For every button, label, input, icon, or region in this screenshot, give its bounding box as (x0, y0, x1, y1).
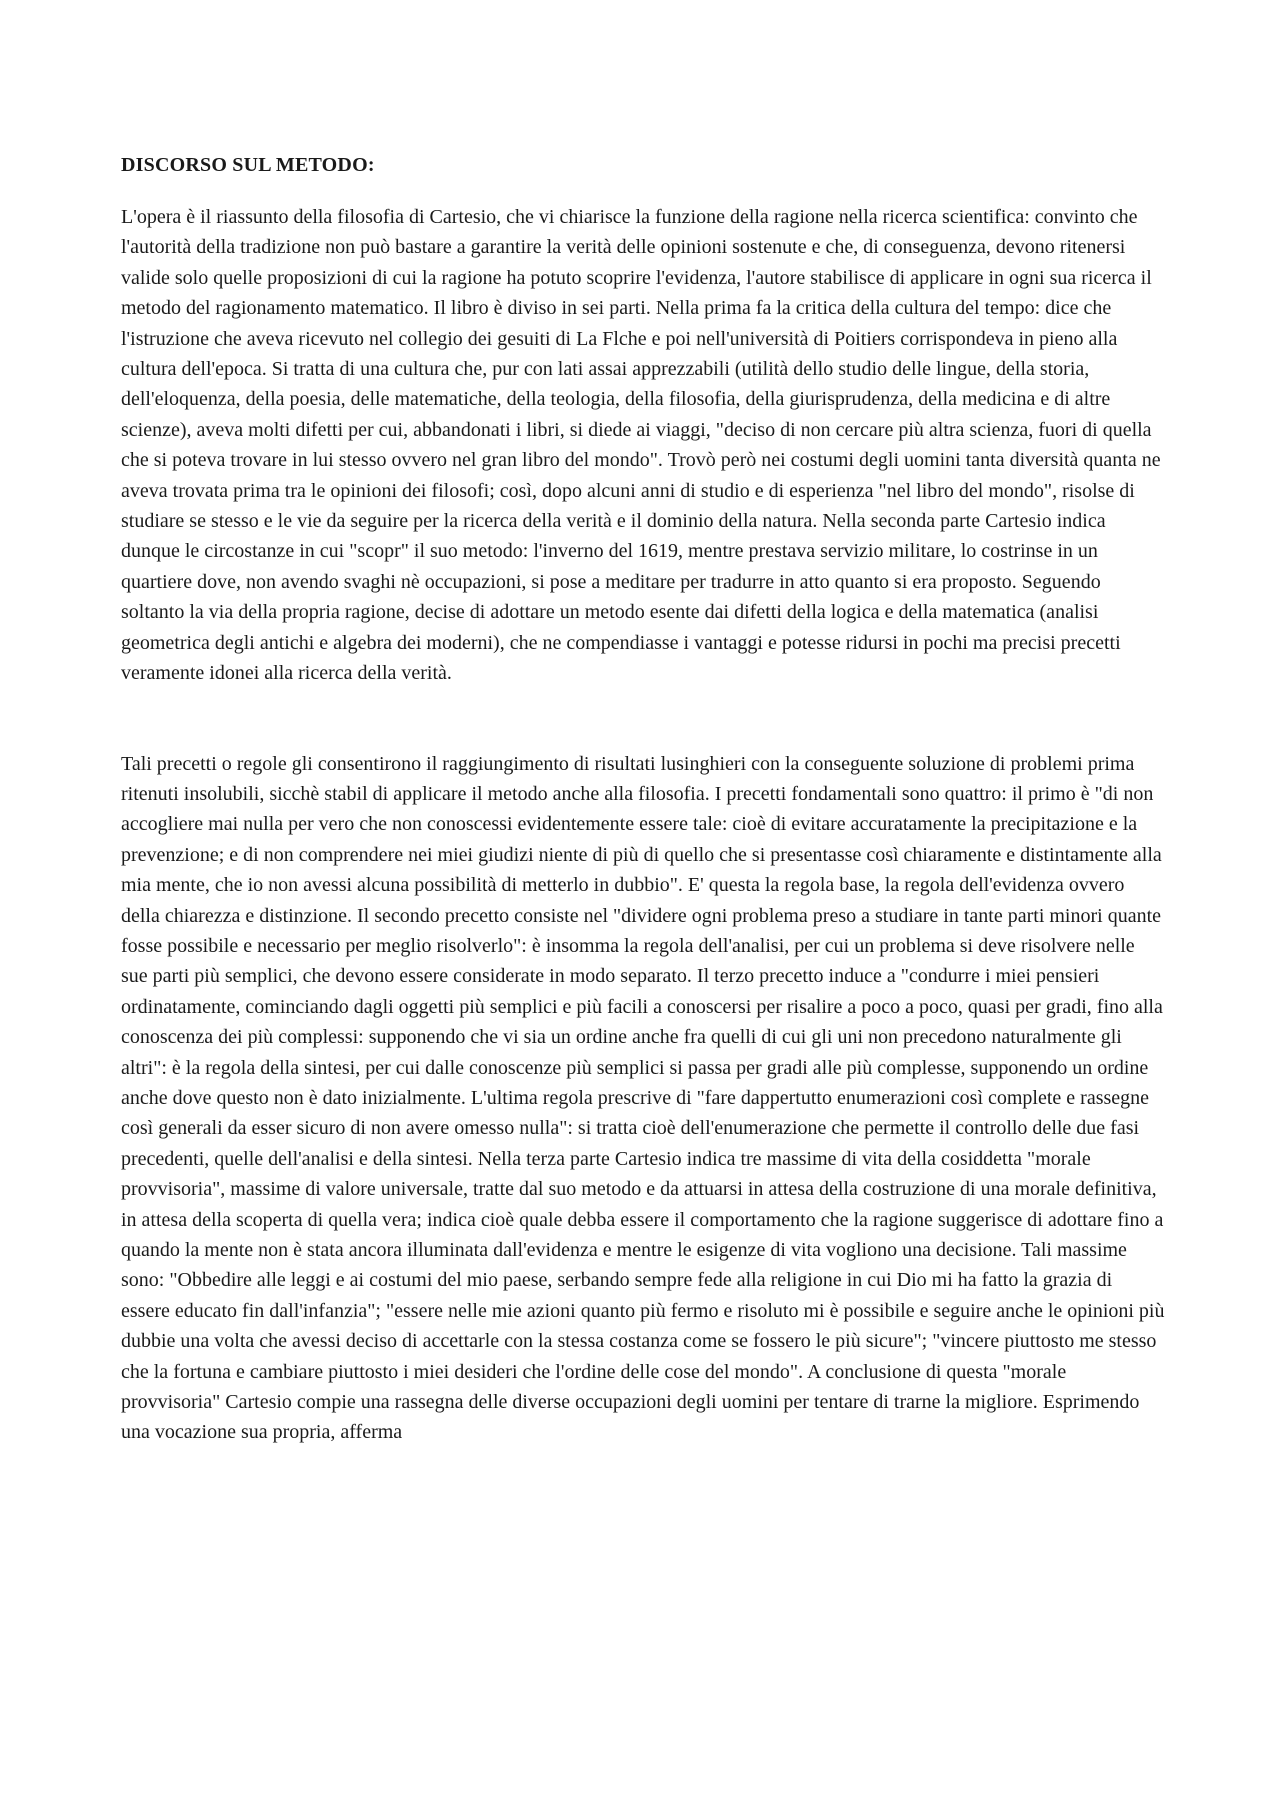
document-body (121, 150, 1166, 1448)
paragraph-spacer (121, 689, 1166, 749)
paragraph-precepts: Tali precetti o regole gli consentirono il raggiungimento di risultati lusinghieri con la conseguente soluzione di problemi prima ritenuti insolubili, sicchè stabil di applicare il metodo anche alla filosofia. I precetti fondamentali sono quattro: il primo è "di non accogliere mai nulla per vero che non conoscessi evidentemente essere tale: cioè di evitare accuratamente la precipitazione e la prevenzione; e di non comprendere nei miei giudizi niente di più di quello che si presentasse così chiaramente e distintamente alla mia mente, che io non avessi alcuna possibilità di metterlo in dubbio". E' questa la regola base, la regola dell'evidenza ovvero della chiarezza e distinzione. Il secondo precetto consiste nel "dividere ogni problema preso a studiare in tante parti minori quante fosse possibile e necessario per meglio risolverlo": è insomma la regola dell'analisi, per cui un problema si deve risolvere nelle sue parti più semplici, che devono essere considerate in modo separato. Il terzo precetto induce a "condurre i miei pensieri ordinatamente, cominciando dagli oggetti più semplici e più facili a conoscersi per risalire a poco a poco, quasi per gradi, fino alla conoscenza dei più complessi: supponendo che vi sia un ordine anche fra quelli di cui gli uni non precedono naturalmente gli altri": è la regola della sintesi, per cui dalle conoscenze più semplici si passa per gradi alle più complesse, supponendo un ordine anche dove questo non è dato inizialmente. L'ultima regola prescrive di "fare dappertutto enumerazioni così complete e rassegne così generali da esser sicuro di non avere omesso nulla": si tratta cioè dell'enumerazione che permette il controllo delle due fasi precedenti, quelle dell'analisi e della sintesi. Nella terza parte Cartesio indica tre massime di vita della cosiddetta "morale provvisoria", massime di valore universale, tratte dal suo metodo e da attuarsi in attesa della costruzione di una morale definitiva, in attesa della scoperta di quella vera; indica cioè quale debba essere il comportamento che la ragione suggerisce di adottare fino a quando la mente non è stata ancora illuminata dall'evidenza e mentre le esigenze di vita vogliono una decisione. Tali massime sono: "Obbedire alle leggi e ai costumi del mio paese, serbando sempre fede alla religione in cui Dio mi ha fatto la grazia di essere educato fin dall'infanzia"; "essere nelle mie azioni quanto più fermo e risoluto mi è possibile e seguire anche le opinioni più dubbie una volta che avessi deciso di accettarle con la stessa costanza come se fossero le più sicure"; "vincere piuttosto me stesso che la fortuna e cambiare piuttosto i miei desideri che l'ordine delle cose del mondo". A conclusione di questa "morale provvisoria" Cartesio compie una rassegna delle diverse occupazioni degli uomini per tentare di trarne la migliore. Esprimendo una vocazione sua propria, afferma (121, 752, 1165, 1444)
document-title: DISCORSO SUL METODO: (121, 154, 375, 176)
paragraph-intro: L'opera è il riassunto della filosofia di Cartesio, che vi chiarisce la funzione della ragione nella ricerca scientifica: convinto che l'autorità della tradizione non può bastare a garantire la verità delle opinioni sostenute e che, di conseguenza, devono ritenersi valide solo quelle proposizioni di cui la ragione ha potuto scoprire l'evidenza, l'autore stabilisce di applicare in ogni sua ricerca il metodo del ragionamento matematico. Il libro è diviso in sei parti. Nella prima fa la critica della cultura del tempo: dice che l'istruzione che aveva ricevuto nel collegio dei gesuiti di La Flche e poi nell'università di Poitiers corrispondeva in pieno alla cultura dell'epoca. Si tratta di una cultura che, pur con lati assai apprezzabili (utilità dello studio delle lingue, della storia, dell'eloquenza, della poesia, delle matematiche, della teologia, della filosofia, della giurisprudenza, della medicina e di altre scienze), aveva molti difetti per cui, abbandonati i libri, si diede ai viaggi, "deciso di non cercare più altra scienza, fuori di quella che si poteva trovare in lui stesso ovvero nel gran libro del mondo". Trovò però nei costumi degli uomini tanta diversità quanta ne aveva trovata prima tra le opinioni dei filosofi; così, dopo alcuni anni di studio e di esperienza "nel libro del mondo", risolse di studiare se stesso e le vie da seguire per la ricerca della verità e il dominio della natura. Nella seconda parte Cartesio indica dunque le circostanze in cui "scopr" il suo metodo: l'inverno del 1619, mentre prestava servizio militare, lo costrinse in un quartiere dove, non avendo svaghi nè occupazioni, si pose a meditare per tradurre in atto quanto si era proposto. Seguendo soltanto la via della propria ragione, decise di adottare un metodo esente dai difetti della logica e della matematica (analisi geometrica degli antichi e algebra dei moderni), che ne compendiasse i vantaggi e potesse ridursi in pochi ma precisi precetti veramente idonei alla ricerca della verità. (121, 206, 1161, 685)
